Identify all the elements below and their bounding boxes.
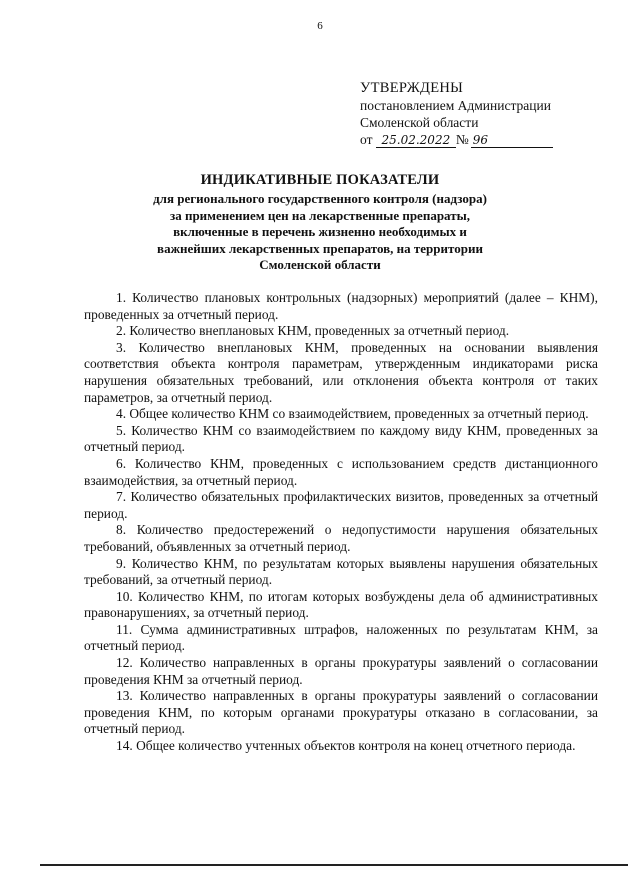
list-item: 11. Сумма административных штрафов, наложенных по результатам КНМ, за отчетный период. bbox=[84, 621, 598, 654]
approval-line-1: постановлением Администрации bbox=[360, 98, 551, 113]
list-item: 13. Количество направленных в органы прокуратуры заявлений о согласовании проведения КНМ, по которым органами прокуратуры отказано в согласовании, за отчетный период. bbox=[84, 688, 598, 737]
list-item: 2. Количество внеплановых КНМ, проведенных за отчетный период. bbox=[116, 323, 510, 339]
from-label: от bbox=[360, 132, 373, 147]
list-item: 12. Количество направленных в органы прокуратуры заявлений о согласовании проведения КНМ за отчетный период. bbox=[84, 655, 598, 687]
approval-block bbox=[360, 80, 620, 148]
list-item: 6. Количество КНМ, проведенных с использованием средств дистанционного взаимодействия, за отчетный период. bbox=[84, 455, 598, 488]
list-item: 8. Количество предостережений о недопустимости нарушения обязательных требований, объявленных за отчетный период. bbox=[84, 522, 598, 554]
list-item: 5. Количество КНМ со взаимодействием по каждому виду КНМ, проведенных за отчетный период. bbox=[84, 422, 598, 455]
list-item: 1. Количество плановых контрольных (надзорных) мероприятий (далее – КНМ), проведенных за отчетный период. bbox=[84, 290, 598, 322]
page-number: 6 bbox=[317, 20, 323, 32]
approval-heading: УТВЕРЖДЕНЫ bbox=[360, 80, 464, 96]
handwritten-date: 25.02.2022 bbox=[376, 134, 456, 148]
list-item: 3. Количество внеплановых КНМ, проведенных на основании выявления соответствия объекта контроля параметрам, утвержденным индикаторами риска нарушения обязательных требований, или отклонения объекта контроля от таких параметров, за отчетный период. bbox=[84, 339, 598, 405]
list-item: 4. Общее количество КНМ со взаимодействием, проведенных за отчетный период. bbox=[116, 406, 589, 422]
list-item: 14. Общее количество учтенных объектов контроля на конец отчетного периода. bbox=[116, 738, 576, 754]
handwritten-number: 96 bbox=[471, 134, 553, 148]
document-subtitle: для регионального государственного контроля (надзора) за применением цен на лекарственные препараты, включенные в перечень жизненно необходимых и важнейших лекарственных препаратов, на территории Смоленской области bbox=[153, 191, 487, 272]
number-label: № bbox=[455, 132, 469, 147]
bottom-divider bbox=[40, 864, 628, 866]
list-item: 10. Количество КНМ, по итогам которых возбуждены дела об административных правонарушениях, за отчетный период. bbox=[84, 588, 598, 621]
list-item: 9. Количество КНМ, по результатам которых выявлены нарушения обязательных требований, за отчетный период. bbox=[84, 555, 598, 588]
document-title: ИНДИКАТИВНЫЕ ПОКАЗАТЕЛИ bbox=[200, 172, 440, 188]
approval-date-line bbox=[360, 131, 620, 148]
indicator-list bbox=[84, 290, 598, 755]
approval-line-2: Смоленской области bbox=[360, 115, 479, 130]
list-item: 7. Количество обязательных профилактических визитов, проведенных за отчетный период. bbox=[84, 489, 598, 521]
